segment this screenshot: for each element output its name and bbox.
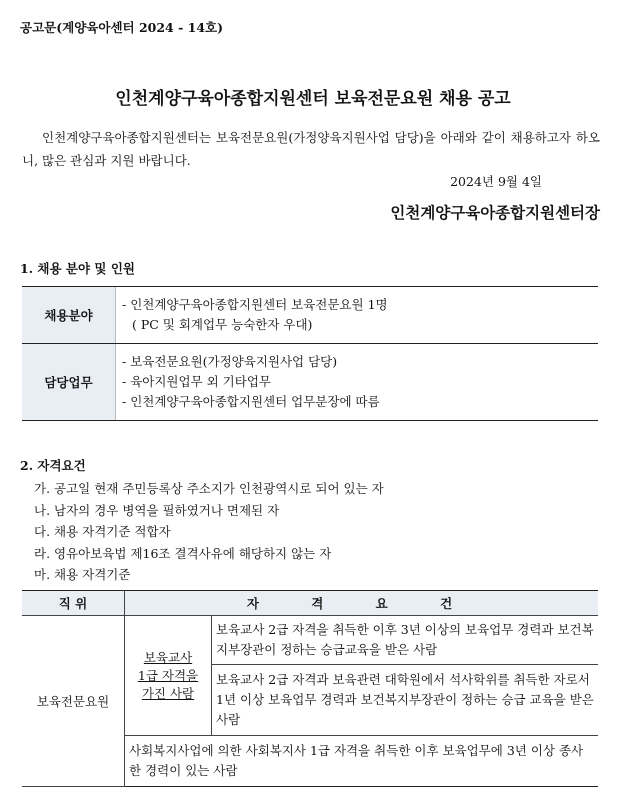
sub-category-cell: 보육교사 1급 자격을 가진 사람 xyxy=(125,616,212,736)
list-item: ( PC 및 회계업무 능숙한자 우대) xyxy=(132,317,313,332)
requirement-cell: 보육교사 2급 자격을 취득한 이후 3년 이상의 보육업무 경력과 보건복지부장관이 정하는 승급교육을 받은 사람 xyxy=(212,616,599,665)
list-item: 나. 남자의 경우 병역을 필하였거나 면제된 자 xyxy=(34,502,280,518)
position-cell: 보육전문요원 xyxy=(22,616,125,787)
row-header: 담당업무 xyxy=(22,344,116,421)
intro-paragraph: 인천계양구육아종합지원센터는 보육전문요원(가정양육지원사업 담당)을 아래와 같이 채용하고자 하오니, 많은 관심과 지원 바랍니다. xyxy=(22,130,600,168)
requirement-cell: 사회복지사업에 의한 사회복지사 1급 자격을 취득한 이후 보육업무에 3년 이상 종사한 경력이 있는 사람 xyxy=(125,736,599,787)
notice-date: 2024년 9월 4일 xyxy=(450,174,542,189)
qualification-table xyxy=(22,590,598,787)
table-row xyxy=(22,287,598,344)
notice-number: 공고문(계양육아센터 2024 - 14호) xyxy=(20,20,224,35)
list-item: - 인천계양구육아종합지원센터 업무분장에 따름 xyxy=(122,394,380,409)
list-item: - 인천계양구육아종합지원센터 보육전문요원 1명 xyxy=(122,297,388,312)
qualification-list xyxy=(34,478,384,586)
section-2-heading: 2. 자격요건 xyxy=(20,458,86,473)
row-content xyxy=(116,344,599,421)
recruitment-table xyxy=(22,286,598,421)
list-item: 라. 영유아보육법 제16조 결격사유에 해당하지 않는 자 xyxy=(34,545,332,561)
row-header: 채용분야 xyxy=(22,287,116,344)
page-title: 인천계양구육아종합지원센터 보육전문요원 채용 공고 xyxy=(115,89,511,109)
list-item: 마. 채용 자격기준 xyxy=(34,567,131,582)
column-header-requirements: 자 격 요 건 xyxy=(125,591,599,616)
list-item: 다. 채용 자격기준 적합자 xyxy=(34,524,171,539)
list-item: - 보육전문요원(가정양육지원사업 담당) xyxy=(122,354,338,369)
table-header-row xyxy=(22,591,598,616)
table-row xyxy=(22,616,598,665)
row-content xyxy=(116,287,599,344)
section-1-heading: 1. 채용 분야 및 인원 xyxy=(20,261,135,276)
list-item: 가. 공고일 현재 주민등록상 주소지가 인천광역시로 되어 있는 자 xyxy=(34,481,384,496)
list-item: - 육아지원업무 외 기타업무 xyxy=(122,374,271,389)
requirement-cell: 보육교사 2급 자격과 보육관련 대학원에서 석사학위를 취득한 자로서 1년 이상 보육업무 경력과 보건복지부장관이 정하는 승급 교육을 받은 사람 xyxy=(212,665,599,736)
signer: 인천계양구육아종합지원센터장 xyxy=(390,203,600,222)
column-header-position: 직 위 xyxy=(22,591,125,616)
table-row xyxy=(22,344,598,421)
